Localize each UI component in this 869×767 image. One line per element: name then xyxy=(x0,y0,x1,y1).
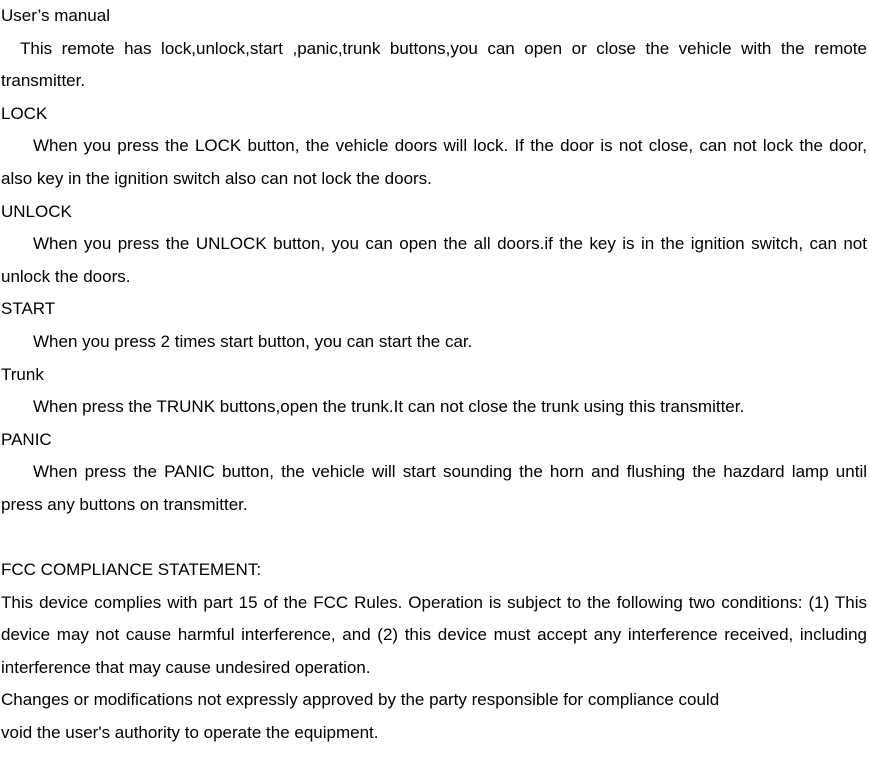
lock-heading: LOCK xyxy=(1,103,48,123)
fcc-heading: FCC COMPLIANCE STATEMENT: xyxy=(1,560,262,580)
fcc-statement: This device complies with part 15 of the FCC Rules. Operation is subject to the following two conditions: (1) This device may not cause harmful interference, and (2) this device must accept any interference received, including interference that may cause undesired operation. xyxy=(1,592,867,677)
panic-description: When press the PANIC button, the vehicle will start sounding the horn and flushing the hazdard lamp until press any buttons on transmitter. xyxy=(1,462,867,514)
start-heading: START xyxy=(1,299,56,319)
unlock-heading: UNLOCK xyxy=(1,201,72,221)
fcc-changes-line-1: Changes or modifications not expressly approved by the party responsible for compliance could xyxy=(1,690,720,710)
panic-heading: PANIC xyxy=(1,429,52,449)
unlock-description: When you press the UNLOCK button, you can open the all doors.if the key is in the ignition switch, can not unlock the doors. xyxy=(1,234,867,286)
start-description: When you press 2 times start button, you can start the car. xyxy=(33,331,473,351)
section-spacer xyxy=(1,522,867,555)
trunk-description: When press the TRUNK buttons,open the trunk.It can not close the trunk using this transmitter. xyxy=(33,397,745,417)
document-title: User’s manual xyxy=(1,6,110,25)
fcc-changes-line-2: void the user's authority to operate the equipment. xyxy=(1,723,379,743)
lock-description: When you press the LOCK button, the vehicle doors will lock. If the door is not close, can not lock the door, also key in the ignition switch also can not lock the doors. xyxy=(1,136,867,188)
intro-paragraph: This remote has lock,unlock,start ,panic,trunk buttons,you can open or close the vehicle with the remote transmitter. xyxy=(1,38,867,91)
trunk-heading: Trunk xyxy=(1,364,44,384)
